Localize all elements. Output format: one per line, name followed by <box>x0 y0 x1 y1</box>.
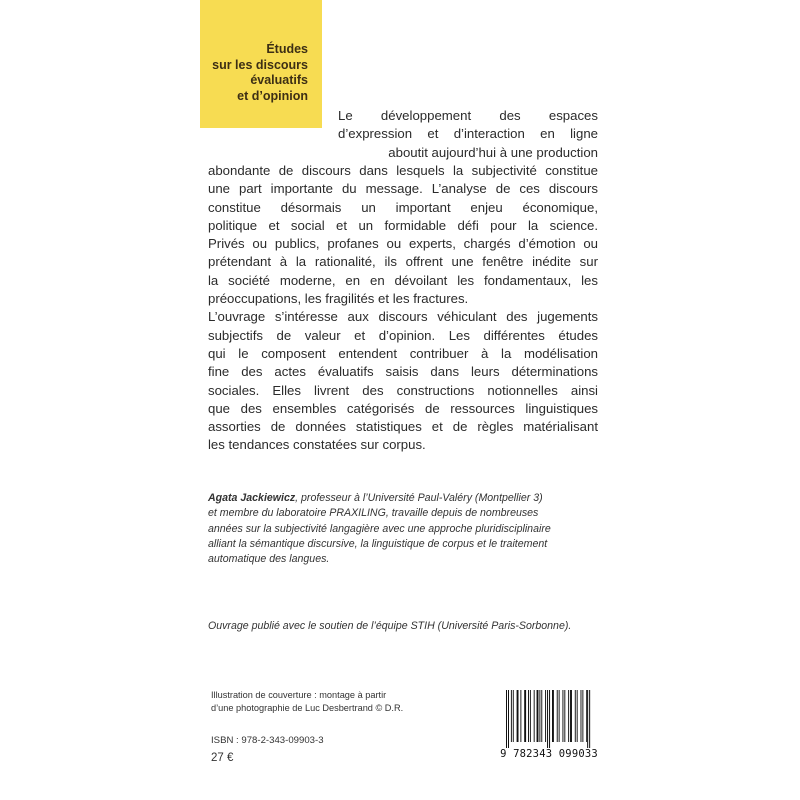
description-line: fine des actes évaluatifs saisis dans leurs déterminations <box>208 364 598 380</box>
title-line: sur les discours <box>212 57 308 72</box>
description-line: les tendances constatées sur corpus. <box>208 437 426 453</box>
description-line: préoccupations, les fragilités et les fractures. <box>208 291 469 307</box>
bio-line: automatique des langues. <box>208 553 330 566</box>
bio-line <box>208 491 596 506</box>
book-title <box>212 42 308 104</box>
bio-first-line: , professeur à l’Université Paul-Valéry (Montpellier 3) <box>295 492 543 504</box>
title-block <box>200 0 322 128</box>
barcode-bars <box>498 690 600 748</box>
price: 27 € <box>211 752 234 764</box>
title-line: Études <box>266 42 308 56</box>
description-line: politique et social et un formidable défi pour la science. <box>208 217 598 233</box>
isbn: ISBN : 978-2-343-09903-3 <box>211 735 324 746</box>
description-line: d’expression et d’interaction en ligne <box>338 126 598 142</box>
credit-line: d’une photographie de Luc Desbertrand © D.R. <box>211 703 404 713</box>
barcode-digits: 9 782343 099033 <box>500 748 598 760</box>
description-line: une part importante du message. L’analyse de ces discours <box>208 181 598 197</box>
description-line: Privés ou publics, profanes ou experts, chargés d’émotion ou <box>208 236 598 252</box>
bio-line: et membre du laboratoire PRAXILING, travaille depuis de nombreuses <box>208 507 539 520</box>
description-line: la société moderne, en en dévoilant les fondamentaux, les <box>208 272 598 288</box>
description-intro <box>338 107 598 162</box>
description-line: constitue désormais un important enjeu économique, <box>208 199 598 215</box>
title-line: évaluatifs <box>250 73 308 87</box>
description-line: subjectifs de valeur et d’opinion. Les différentes études <box>208 327 598 343</box>
description-body <box>208 162 598 455</box>
description-line: prétendant à la rationalité, ils offrent une fenêtre inédite sur <box>208 254 598 270</box>
description-line: sociales. Elles livrent des constructions notionnelles ainsi <box>208 382 598 398</box>
description-line: qui le composent entendent contribuer à la modélisation <box>208 345 598 361</box>
support-note: Ouvrage publié avec le soutien de l’équipe STIH (Université Paris-Sorbonne). <box>208 620 572 632</box>
title-line: et d’opinion <box>237 88 308 103</box>
description-line: Le développement des espaces <box>338 108 598 123</box>
barcode <box>498 690 600 762</box>
description-line: abondante de discours dans lesquels la subjectivité constitue <box>208 163 598 178</box>
author-bio <box>208 491 596 567</box>
cover-credit <box>211 689 403 715</box>
bio-line: alliant la sémantique discursive, la linguistique de corpus et le traitement <box>208 537 548 550</box>
description-line: aboutit aujourd’hui à une production <box>388 144 598 160</box>
credit-line: Illustration de couverture : montage à partir <box>211 690 387 700</box>
description-line: assorties de données statistiques et de règles matérialisant <box>208 419 598 435</box>
author-name: Agata Jackiewicz <box>208 492 296 504</box>
description-line: que des ensembles catégorisés de ressources linguistiques <box>208 400 598 416</box>
bio-line: années sur la subjectivité langagière avec une approche pluridisciplinaire <box>208 522 551 535</box>
description-line: L’ouvrage s’intéresse aux discours véhiculant des jugements <box>208 309 598 325</box>
